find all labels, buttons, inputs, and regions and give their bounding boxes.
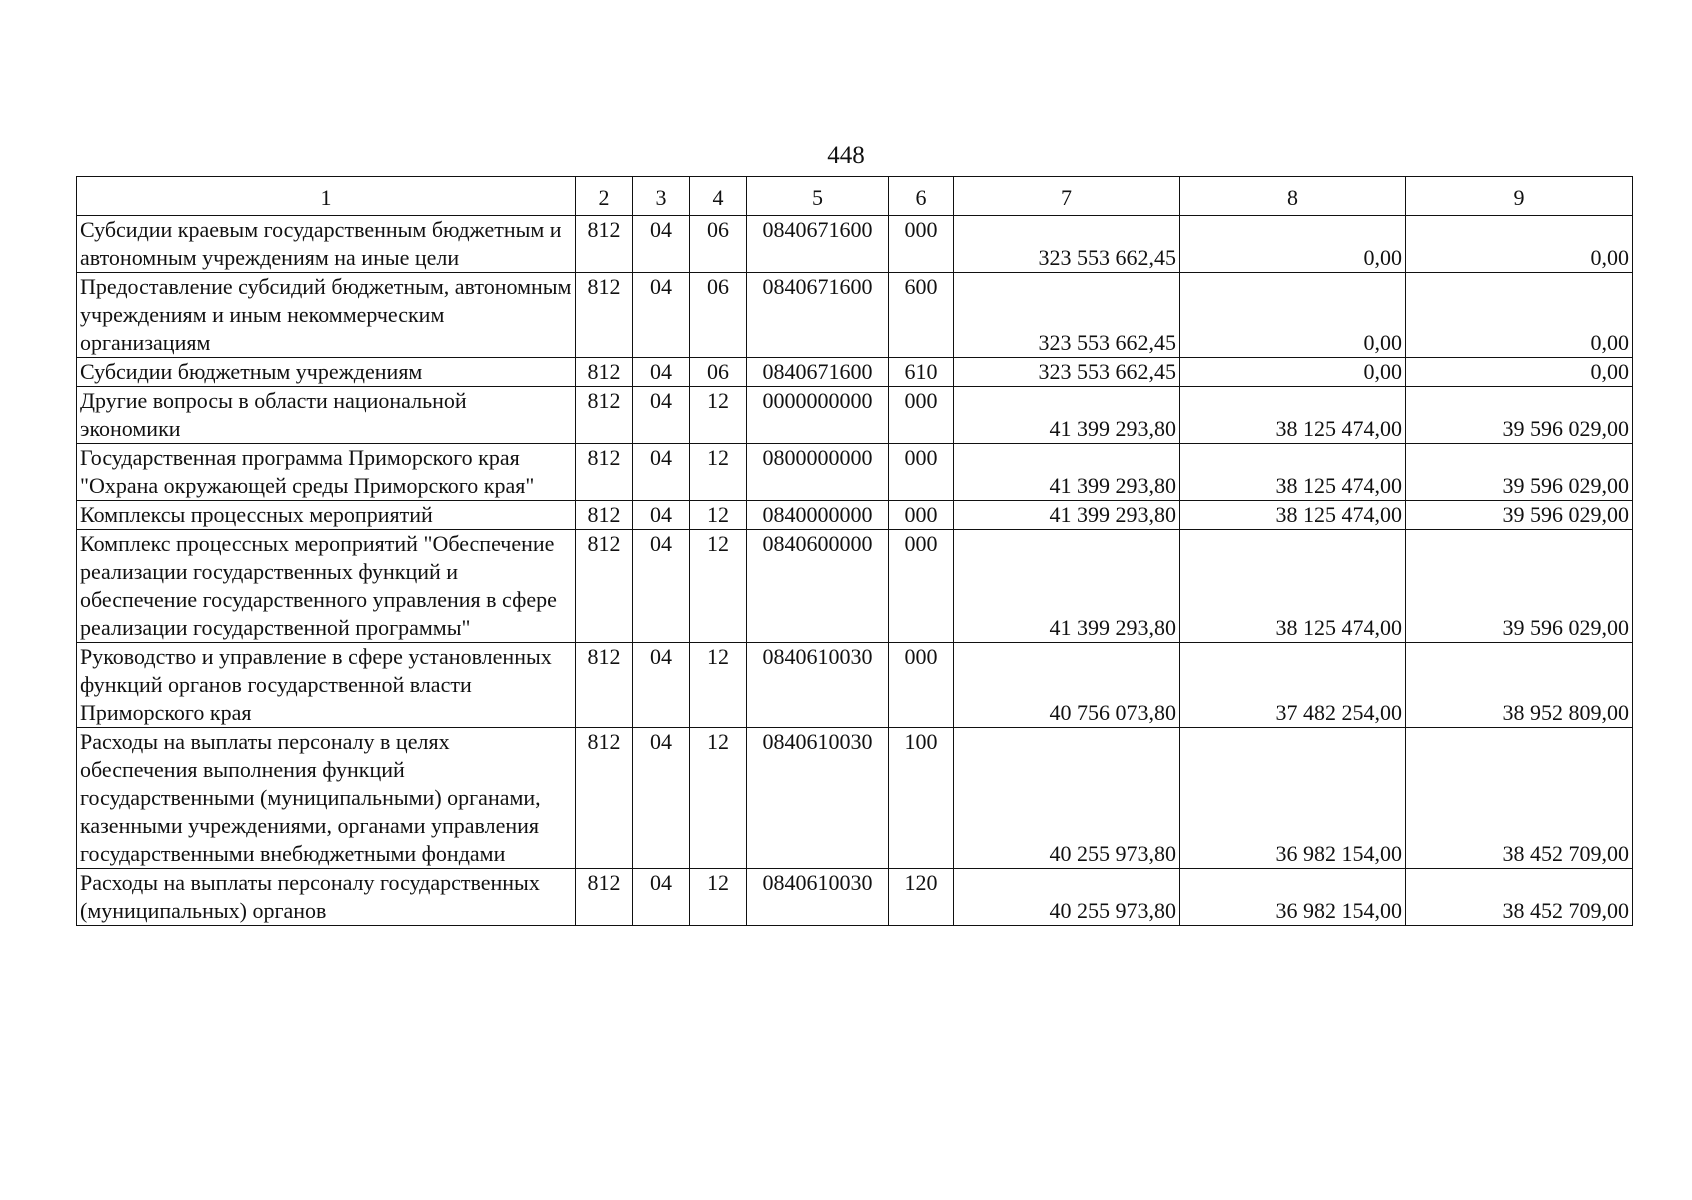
cell-ministry-code: 812	[576, 530, 633, 643]
cell-expense-type: 100	[889, 728, 954, 869]
cell-amount-col8: 38 125 474,00	[1180, 444, 1406, 501]
cell-subsection: 06	[690, 216, 747, 273]
cell-amount-col7: 40 756 073,80	[954, 643, 1180, 728]
cell-section: 04	[633, 728, 690, 869]
cell-amount-col9: 39 596 029,00	[1406, 530, 1633, 643]
column-header: 3	[633, 177, 690, 216]
cell-amount-col9: 39 596 029,00	[1406, 387, 1633, 444]
table-row	[77, 728, 1633, 869]
cell-amount-col7: 323 553 662,45	[954, 358, 1180, 387]
cell-amount-col8: 36 982 154,00	[1180, 728, 1406, 869]
cell-section: 04	[633, 444, 690, 501]
cell-amount-col7: 41 399 293,80	[954, 530, 1180, 643]
row-name: Другие вопросы в области национальной экономики	[77, 387, 576, 444]
row-name: Субсидии краевым государственным бюджетным и автономным учреждениям на иные цели	[77, 216, 576, 273]
table-row	[77, 643, 1633, 728]
row-name: Предоставление субсидий бюджетным, автономным учреждениям и иным некоммерческим организациям	[77, 273, 576, 358]
cell-ministry-code: 812	[576, 501, 633, 530]
cell-ministry-code: 812	[576, 728, 633, 869]
cell-expense-type: 000	[889, 501, 954, 530]
cell-subsection: 12	[690, 387, 747, 444]
cell-subsection: 06	[690, 273, 747, 358]
cell-subsection: 06	[690, 358, 747, 387]
cell-ministry-code: 812	[576, 643, 633, 728]
cell-target-article: 0840610030	[747, 643, 889, 728]
cell-section: 04	[633, 501, 690, 530]
cell-amount-col8: 38 125 474,00	[1180, 387, 1406, 444]
cell-amount-col8: 0,00	[1180, 216, 1406, 273]
cell-target-article: 0840610030	[747, 869, 889, 926]
cell-target-article: 0840610030	[747, 728, 889, 869]
cell-ministry-code: 812	[576, 387, 633, 444]
column-header: 2	[576, 177, 633, 216]
cell-amount-col9: 0,00	[1406, 273, 1633, 358]
cell-expense-type: 000	[889, 643, 954, 728]
cell-ministry-code: 812	[576, 273, 633, 358]
cell-amount-col7: 323 553 662,45	[954, 216, 1180, 273]
table-row	[77, 444, 1633, 501]
cell-amount-col9: 39 596 029,00	[1406, 501, 1633, 530]
table-row	[77, 273, 1633, 358]
cell-amount-col8: 38 125 474,00	[1180, 501, 1406, 530]
row-name: Расходы на выплаты персоналу государственных (муниципальных) органов	[77, 869, 576, 926]
cell-ministry-code: 812	[576, 444, 633, 501]
cell-amount-col7: 323 553 662,45	[954, 273, 1180, 358]
table-row	[77, 216, 1633, 273]
cell-expense-type: 000	[889, 530, 954, 643]
cell-amount-col9: 38 952 809,00	[1406, 643, 1633, 728]
cell-expense-type: 000	[889, 216, 954, 273]
cell-section: 04	[633, 530, 690, 643]
cell-section: 04	[633, 358, 690, 387]
cell-subsection: 12	[690, 728, 747, 869]
table-row	[77, 387, 1633, 444]
cell-target-article: 0840671600	[747, 216, 889, 273]
cell-ministry-code: 812	[576, 358, 633, 387]
row-name: Комплексы процессных мероприятий	[77, 501, 576, 530]
cell-amount-col7: 41 399 293,80	[954, 444, 1180, 501]
cell-target-article: 0840671600	[747, 358, 889, 387]
table-row	[77, 869, 1633, 926]
cell-section: 04	[633, 869, 690, 926]
cell-target-article: 0800000000	[747, 444, 889, 501]
cell-subsection: 12	[690, 444, 747, 501]
cell-amount-col8: 37 482 254,00	[1180, 643, 1406, 728]
column-header: 5	[747, 177, 889, 216]
table-row	[77, 358, 1633, 387]
cell-amount-col9: 0,00	[1406, 358, 1633, 387]
page-number: 448	[827, 142, 865, 169]
cell-target-article: 0840600000	[747, 530, 889, 643]
cell-expense-type: 600	[889, 273, 954, 358]
cell-amount-col8: 0,00	[1180, 273, 1406, 358]
cell-target-article: 0840000000	[747, 501, 889, 530]
budget-table	[76, 176, 1633, 926]
row-name: Государственная программа Приморского края "Охрана окружающей среды Приморского края"	[77, 444, 576, 501]
cell-subsection: 12	[690, 530, 747, 643]
cell-section: 04	[633, 387, 690, 444]
cell-amount-col9: 39 596 029,00	[1406, 444, 1633, 501]
row-name: Расходы на выплаты персоналу в целях обеспечения выполнения функций государственными (муниципальными) органами, казенными учреждениями, органами управления государственными внебюджетными фондами	[77, 728, 576, 869]
cell-section: 04	[633, 216, 690, 273]
column-header: 1	[77, 177, 576, 216]
table-row	[77, 501, 1633, 530]
cell-amount-col7: 40 255 973,80	[954, 728, 1180, 869]
column-header: 9	[1406, 177, 1633, 216]
cell-amount-col9: 38 452 709,00	[1406, 869, 1633, 926]
cell-amount-col8: 38 125 474,00	[1180, 530, 1406, 643]
cell-expense-type: 000	[889, 387, 954, 444]
cell-amount-col8: 0,00	[1180, 358, 1406, 387]
cell-section: 04	[633, 643, 690, 728]
cell-amount-col9: 38 452 709,00	[1406, 728, 1633, 869]
cell-amount-col7: 41 399 293,80	[954, 387, 1180, 444]
cell-amount-col8: 36 982 154,00	[1180, 869, 1406, 926]
cell-expense-type: 000	[889, 444, 954, 501]
cell-amount-col7: 40 255 973,80	[954, 869, 1180, 926]
cell-amount-col9: 0,00	[1406, 216, 1633, 273]
column-header: 8	[1180, 177, 1406, 216]
cell-ministry-code: 812	[576, 869, 633, 926]
cell-subsection: 12	[690, 869, 747, 926]
cell-expense-type: 610	[889, 358, 954, 387]
row-name: Руководство и управление в сфере установленных функций органов государственной власти Приморского края	[77, 643, 576, 728]
header-row	[77, 177, 1633, 216]
cell-amount-col7: 41 399 293,80	[954, 501, 1180, 530]
column-header: 7	[954, 177, 1180, 216]
table-body	[77, 216, 1633, 926]
cell-expense-type: 120	[889, 869, 954, 926]
row-name: Субсидии бюджетным учреждениям	[77, 358, 576, 387]
row-name: Комплекс процессных мероприятий "Обеспечение реализации государственных функций и обеспечение государственного управления в сфере реализации государственной программы"	[77, 530, 576, 643]
cell-target-article: 0000000000	[747, 387, 889, 444]
table-row	[77, 530, 1633, 643]
column-header: 6	[889, 177, 954, 216]
column-header: 4	[690, 177, 747, 216]
cell-subsection: 12	[690, 643, 747, 728]
cell-subsection: 12	[690, 501, 747, 530]
cell-section: 04	[633, 273, 690, 358]
cell-target-article: 0840671600	[747, 273, 889, 358]
cell-ministry-code: 812	[576, 216, 633, 273]
